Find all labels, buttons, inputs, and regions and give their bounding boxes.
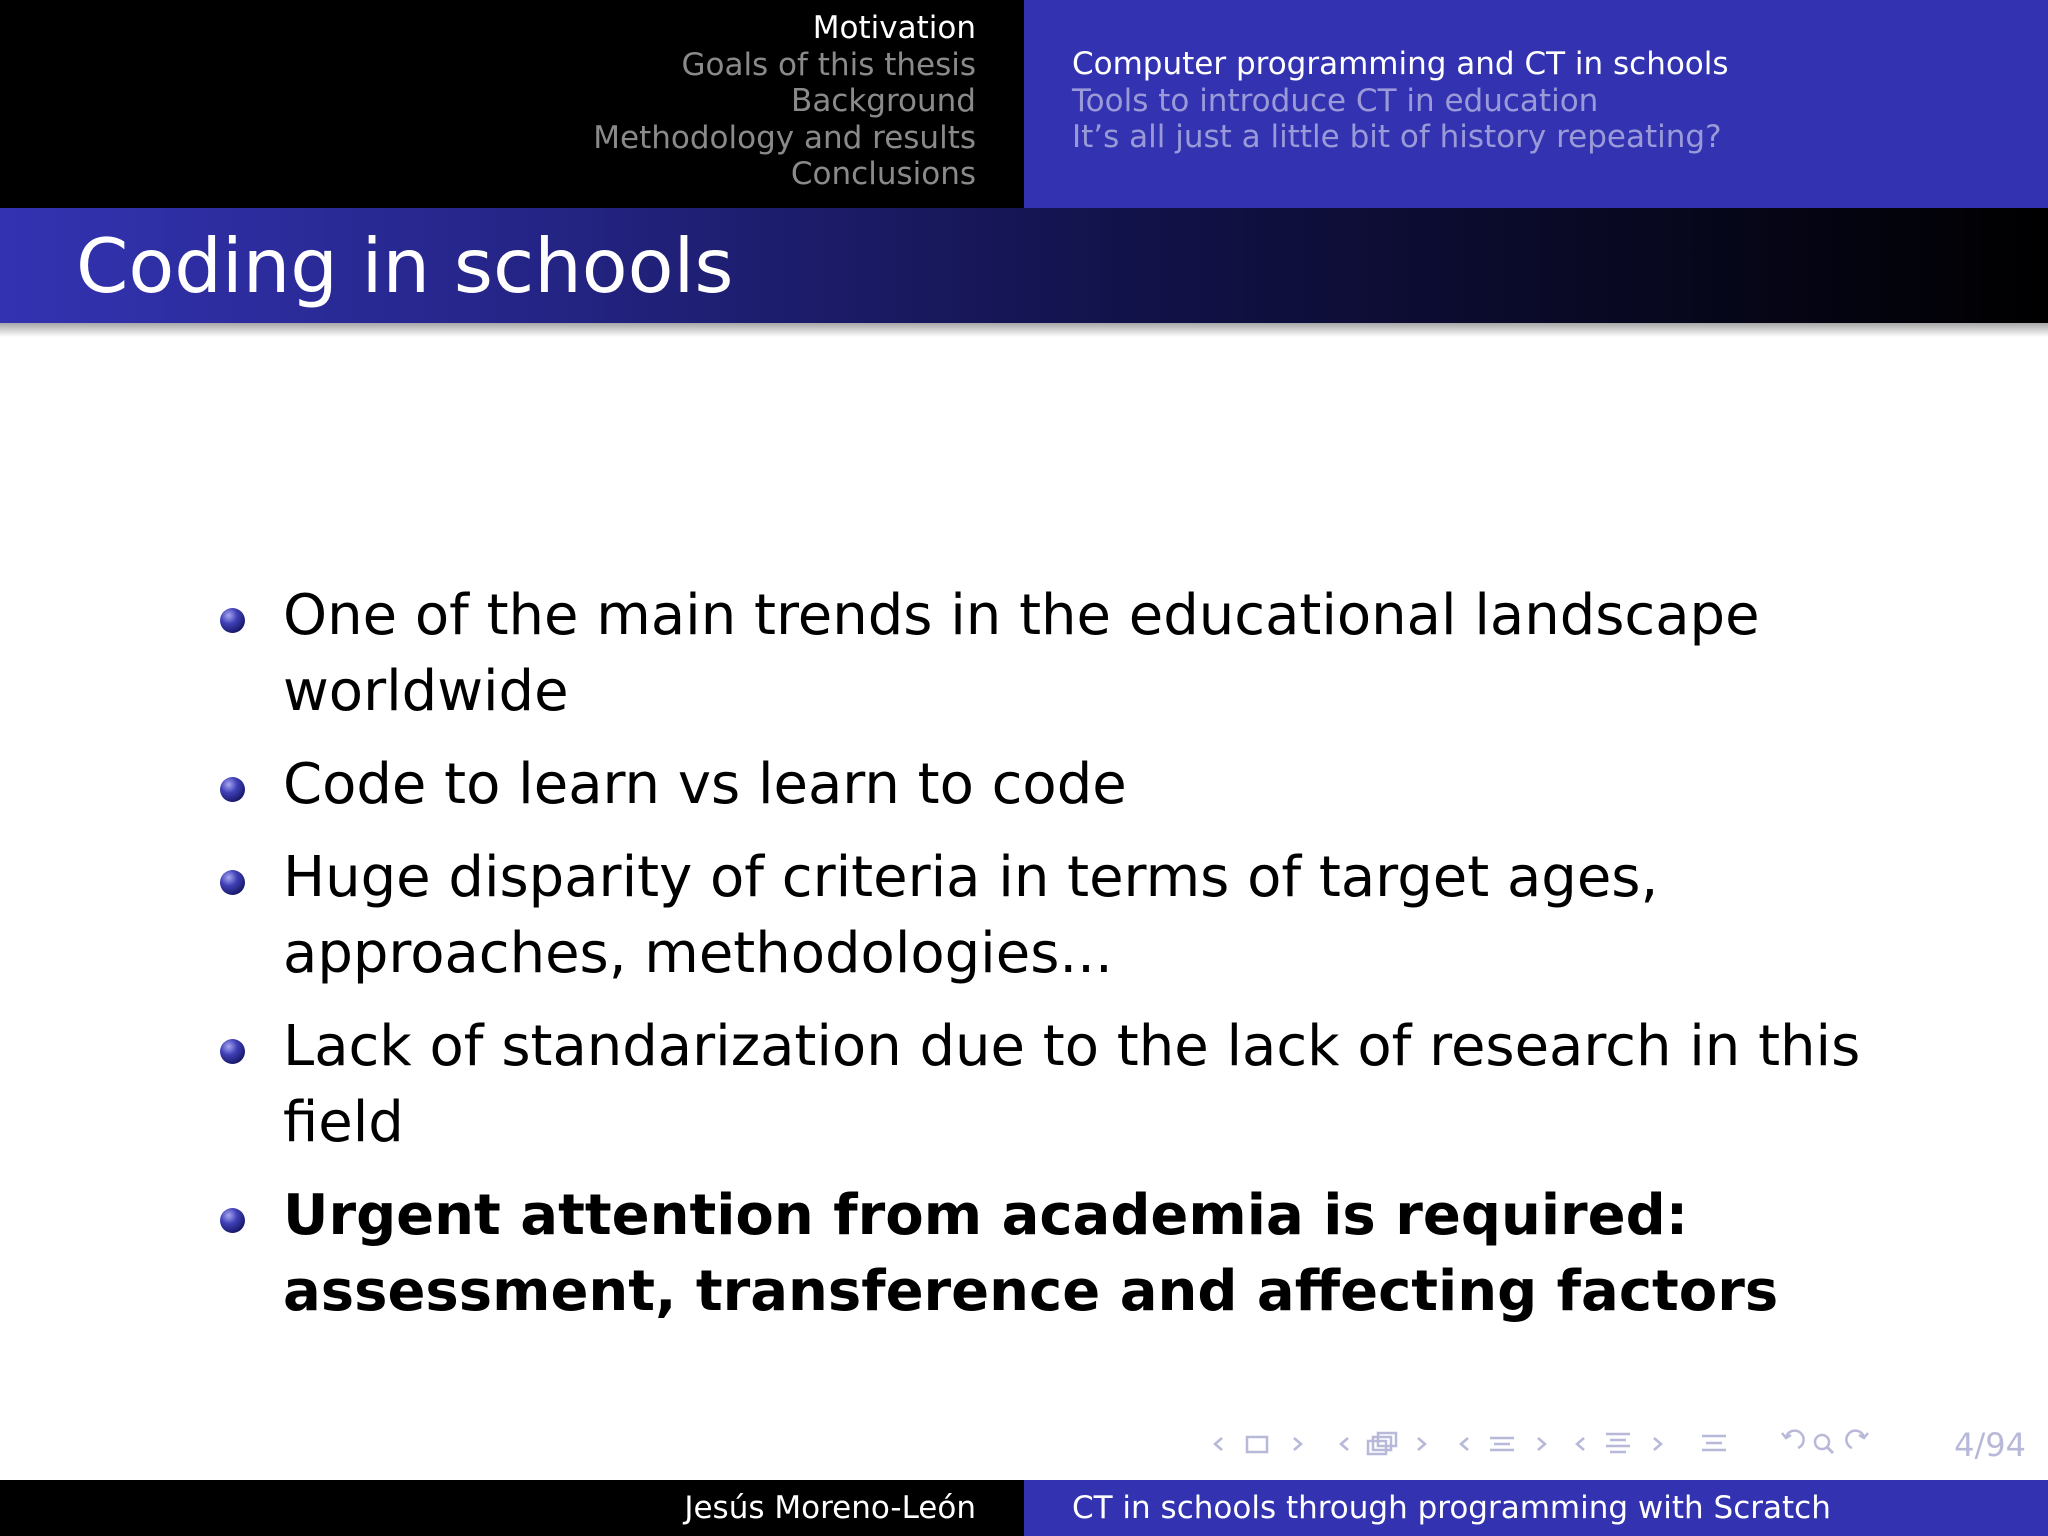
bullet-text: One of the main trends in the educational landscape worldwide [283, 583, 1760, 724]
bullet-ball-icon [220, 870, 245, 895]
bullet-text: Huge disparity of criteria in terms of target ages, approaches, methodologies... [283, 845, 1659, 986]
bullet-ball-icon [220, 1208, 245, 1233]
section-nav-icon[interactable] [1570, 1429, 1670, 1459]
bullet-text: Code to learn vs learn to code [283, 752, 1127, 817]
subsection-link-tools[interactable]: Tools to introduce CT in education [1072, 82, 1599, 119]
frame-title-bar [0, 208, 2048, 323]
beamer-footer [0, 1480, 2048, 1536]
frame-nav-icon[interactable] [1208, 1429, 1308, 1459]
bullet-list [220, 578, 1900, 1347]
list-item [220, 1009, 1900, 1161]
page-number: 4/94 [1954, 1426, 2026, 1464]
bullet-ball-icon [220, 608, 245, 633]
footer-title-box [1024, 1480, 2048, 1536]
section-link-methodology[interactable]: Methodology and results [593, 119, 976, 156]
list-item [220, 1178, 1900, 1330]
footer-author-box [0, 1480, 1024, 1536]
list-item [220, 747, 1900, 823]
subsection-link-programming-ct[interactable]: Computer programming and CT in schools [1072, 46, 1729, 82]
document-nav-icon[interactable] [1694, 1429, 1734, 1459]
subsection-navigation [1024, 0, 2048, 208]
subsection-link-history[interactable]: It’s all just a little bit of history repeating? [1072, 119, 1722, 155]
list-item [220, 840, 1900, 992]
navigation-symbols [1200, 1424, 2042, 1464]
list-item [220, 578, 1900, 730]
subsection-nav-icon[interactable] [1454, 1429, 1554, 1459]
footer-author: Jesús Moreno-León [684, 1490, 976, 1526]
section-link-goals[interactable]: Goals of this thesis [681, 46, 976, 83]
section-link-conclusions[interactable]: Conclusions [790, 156, 976, 192]
section-link-motivation[interactable]: Motivation [812, 10, 976, 46]
bullet-text-emphasis: Urgent attention from academia is required: assessment, transference and affecting factors [283, 1183, 1779, 1324]
section-link-background[interactable]: Background [791, 83, 976, 119]
slide-nav-icon[interactable] [1334, 1429, 1434, 1459]
bullet-text: Lack of standarization due to the lack of research in this field [283, 1014, 1861, 1155]
footer-short-title: CT in schools through programming with Scratch [1072, 1490, 1831, 1526]
frame-title: Coding in schools [76, 221, 734, 310]
section-navigation [0, 0, 1024, 208]
title-bar-shadow [0, 323, 2048, 337]
bullet-ball-icon [220, 777, 245, 802]
search-back-forward-icon[interactable] [1774, 1429, 1874, 1459]
bullet-ball-icon [220, 1039, 245, 1064]
beamer-header [0, 0, 2048, 208]
